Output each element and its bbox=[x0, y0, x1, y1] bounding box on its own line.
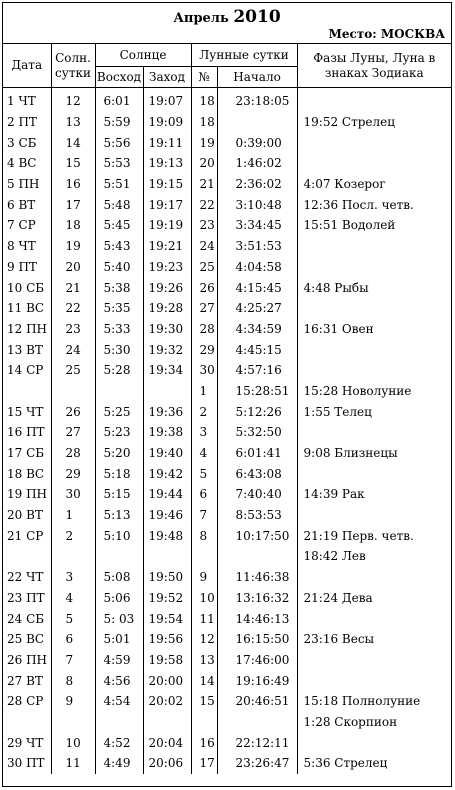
date-cell: 17 СБ bbox=[3, 443, 51, 464]
phase-cell: 15:18 Полнолуние bbox=[303, 694, 421, 709]
table-row bbox=[3, 215, 451, 236]
lunar-day-num-cell: 7 bbox=[191, 505, 217, 526]
sunset-cell: 20:04 bbox=[143, 732, 191, 753]
solar-day-cell: 15 bbox=[51, 153, 95, 174]
date-cell: 14 СР bbox=[3, 360, 51, 381]
lunar-day-start-cell: 23:26:47 bbox=[217, 753, 297, 774]
lunar-day-start-cell: 5:32:50 bbox=[217, 422, 297, 443]
sunset-cell: 20:06 bbox=[143, 753, 191, 774]
date-cell: 11 ВС bbox=[3, 298, 51, 319]
table-row bbox=[3, 670, 451, 691]
lunar-day-num-cell: 8 bbox=[191, 525, 217, 546]
sunrise-cell: 5:10 bbox=[95, 525, 143, 546]
sunset-cell: 19:50 bbox=[143, 567, 191, 588]
table-row bbox=[3, 732, 451, 753]
col-phases-header: Фазы Луны, Луна в знаках Зодиака bbox=[297, 44, 451, 88]
sunrise-cell: 5:40 bbox=[95, 257, 143, 278]
sunset-cell: 19:09 bbox=[143, 112, 191, 133]
sunset-cell: 19:30 bbox=[143, 319, 191, 340]
table-row bbox=[3, 443, 451, 464]
date-cell: 19 ПН bbox=[3, 484, 51, 505]
sunset-cell: 19:11 bbox=[143, 132, 191, 153]
sunset-cell: 19:42 bbox=[143, 463, 191, 484]
sunset-cell: 19:23 bbox=[143, 257, 191, 278]
page-title bbox=[3, 7, 451, 27]
lunar-day-start-cell: 7:40:40 bbox=[217, 484, 297, 505]
solar-day-cell: 8 bbox=[51, 670, 95, 691]
lunar-day-start-cell: 3:51:53 bbox=[217, 236, 297, 257]
lunar-day-start-cell: 8:53:53 bbox=[217, 505, 297, 526]
table-row bbox=[3, 132, 451, 153]
date-cell bbox=[3, 712, 51, 733]
sunset-cell: 19:46 bbox=[143, 505, 191, 526]
sunset-cell bbox=[143, 546, 191, 567]
lunar-day-start-cell: 20:46:51 bbox=[217, 691, 297, 712]
table-row bbox=[3, 712, 451, 733]
sunset-cell bbox=[143, 712, 191, 733]
lunar-day-start-cell: 4:25:27 bbox=[217, 298, 297, 319]
lunar-day-num-cell: 6 bbox=[191, 484, 217, 505]
phase-cell: 9:08 Близнецы bbox=[303, 446, 398, 461]
lunar-day-start-cell: 2:36:02 bbox=[217, 174, 297, 195]
solar-day-cell: 19 bbox=[51, 236, 95, 257]
solar-day-cell bbox=[51, 712, 95, 733]
date-cell bbox=[3, 546, 51, 567]
phase-cell bbox=[297, 360, 451, 381]
phase-cell bbox=[297, 670, 451, 691]
phase-cell: 21:24 Дева bbox=[303, 590, 373, 605]
date-cell: 9 ПТ bbox=[3, 257, 51, 278]
sunrise-cell: 5:35 bbox=[95, 298, 143, 319]
sunset-cell: 19:54 bbox=[143, 608, 191, 629]
sunrise-cell: 5:23 bbox=[95, 422, 143, 443]
lunar-day-num-cell: 30 bbox=[191, 360, 217, 381]
title-area bbox=[3, 3, 451, 44]
solar-day-cell: 9 bbox=[51, 691, 95, 712]
lunar-day-start-cell: 16:15:50 bbox=[217, 629, 297, 650]
lunar-day-start-cell: 4:34:59 bbox=[217, 319, 297, 340]
phase-cell bbox=[297, 650, 451, 671]
col-lunar-start-header: Начало bbox=[217, 67, 297, 88]
sunrise-cell: 4:52 bbox=[95, 732, 143, 753]
date-cell: 7 СР bbox=[3, 215, 51, 236]
date-cell: 16 ПТ bbox=[3, 422, 51, 443]
sunrise-cell: 5:53 bbox=[95, 153, 143, 174]
sunrise-cell: 4:49 bbox=[95, 753, 143, 774]
table-row bbox=[3, 401, 451, 422]
phase-cell: 1:55 Телец bbox=[303, 404, 372, 419]
lunar-day-num-cell: 5 bbox=[191, 463, 217, 484]
date-cell: 20 ВТ bbox=[3, 505, 51, 526]
sunset-cell: 19:28 bbox=[143, 298, 191, 319]
lunar-day-num-cell: 20 bbox=[191, 153, 217, 174]
date-cell: 15 ЧТ bbox=[3, 401, 51, 422]
date-cell: 4 ВС bbox=[3, 153, 51, 174]
table-row bbox=[3, 691, 451, 712]
table-row bbox=[3, 298, 451, 319]
lunar-day-start-cell: 23:18:05 bbox=[217, 88, 297, 112]
phase-cell: 23:16 Весы bbox=[303, 632, 375, 647]
solar-day-cell bbox=[51, 546, 95, 567]
table-row bbox=[3, 484, 451, 505]
date-cell: 29 ЧТ bbox=[3, 732, 51, 753]
date-cell: 13 ВТ bbox=[3, 339, 51, 360]
date-cell: 8 ЧТ bbox=[3, 236, 51, 257]
phase-cell bbox=[297, 463, 451, 484]
col-lunar-num-header: № bbox=[191, 67, 217, 88]
phase-cell: 15:51 Водолей bbox=[303, 218, 396, 233]
phase-cell bbox=[297, 236, 451, 257]
phase-cell: 21:19 Перв. четв. bbox=[303, 528, 414, 543]
table-row bbox=[3, 112, 451, 133]
lunar-day-num-cell: 27 bbox=[191, 298, 217, 319]
lunar-day-num-cell: 1 bbox=[191, 381, 217, 402]
date-cell: 21 СР bbox=[3, 525, 51, 546]
sunset-cell: 19:58 bbox=[143, 650, 191, 671]
solar-day-cell: 28 bbox=[51, 443, 95, 464]
table-row bbox=[3, 381, 451, 402]
table-row bbox=[3, 153, 451, 174]
solar-day-cell: 24 bbox=[51, 339, 95, 360]
lunar-day-num-cell: 24 bbox=[191, 236, 217, 257]
date-cell: 23 ПТ bbox=[3, 588, 51, 609]
table-row bbox=[3, 525, 451, 546]
solar-day-cell: 27 bbox=[51, 422, 95, 443]
lunar-day-start-cell bbox=[217, 712, 297, 733]
phase-cell: 4:07 Козерог bbox=[303, 177, 386, 192]
phase-cell bbox=[297, 505, 451, 526]
solar-day-cell: 14 bbox=[51, 132, 95, 153]
lunar-day-num-cell: 21 bbox=[191, 174, 217, 195]
sunset-cell: 19:38 bbox=[143, 422, 191, 443]
lunar-day-start-cell: 11:46:38 bbox=[217, 567, 297, 588]
phase-cell bbox=[297, 257, 451, 278]
table-row bbox=[3, 360, 451, 381]
sunrise-cell: 5:28 bbox=[95, 360, 143, 381]
lunar-day-start-cell: 22:12:11 bbox=[217, 732, 297, 753]
sunset-cell: 19:13 bbox=[143, 153, 191, 174]
sunrise-cell: 5:38 bbox=[95, 277, 143, 298]
table-row bbox=[3, 650, 451, 671]
calendar-body bbox=[3, 88, 451, 774]
sunset-cell bbox=[143, 381, 191, 402]
solar-day-cell: 29 bbox=[51, 463, 95, 484]
col-sunset-header: Заход bbox=[143, 67, 191, 88]
sunset-cell: 19:34 bbox=[143, 360, 191, 381]
lunar-day-start-cell: 4:57:16 bbox=[217, 360, 297, 381]
lunar-day-num-cell: 14 bbox=[191, 670, 217, 691]
lunar-day-start-cell: 14:46:13 bbox=[217, 608, 297, 629]
lunar-day-num-cell: 3 bbox=[191, 422, 217, 443]
date-cell: 5 ПН bbox=[3, 174, 51, 195]
phase-cell bbox=[297, 339, 451, 360]
table-row bbox=[3, 339, 451, 360]
solar-day-cell: 13 bbox=[51, 112, 95, 133]
table-row bbox=[3, 88, 451, 112]
sunrise-cell: 4:54 bbox=[95, 691, 143, 712]
sunrise-cell: 5: 03 bbox=[95, 608, 143, 629]
phase-cell: 12:36 Посл. четв. bbox=[303, 197, 414, 212]
solar-day-cell: 10 bbox=[51, 732, 95, 753]
phase-cell: 16:31 Овен bbox=[303, 321, 374, 336]
col-date-header: Дата bbox=[3, 44, 51, 88]
table-row bbox=[3, 277, 451, 298]
phase-cell: 15:28 Новолуние bbox=[303, 383, 412, 398]
lunar-day-start-cell: 17:46:00 bbox=[217, 650, 297, 671]
calendar-frame bbox=[2, 2, 452, 787]
sunrise-cell: 5:20 bbox=[95, 443, 143, 464]
table-row bbox=[3, 257, 451, 278]
sunset-cell: 19:07 bbox=[143, 88, 191, 112]
date-cell: 30 ПТ bbox=[3, 753, 51, 774]
phase-cell bbox=[297, 608, 451, 629]
sunrise-cell: 5:13 bbox=[95, 505, 143, 526]
solar-day-cell: 25 bbox=[51, 360, 95, 381]
calendar-table bbox=[3, 44, 451, 774]
table-row bbox=[3, 753, 451, 774]
sunrise-cell: 5:48 bbox=[95, 194, 143, 215]
lunar-day-num-cell: 4 bbox=[191, 443, 217, 464]
solar-day-cell: 6 bbox=[51, 629, 95, 650]
sunset-cell: 19:32 bbox=[143, 339, 191, 360]
lunar-day-start-cell: 1:46:02 bbox=[217, 153, 297, 174]
solar-day-cell: 16 bbox=[51, 174, 95, 195]
date-cell: 6 ВТ bbox=[3, 194, 51, 215]
lunar-day-start-cell: 0:39:00 bbox=[217, 132, 297, 153]
phase-cell: 18:42 Лев bbox=[303, 549, 366, 564]
table-row bbox=[3, 463, 451, 484]
date-cell bbox=[3, 381, 51, 402]
phase-cell bbox=[297, 567, 451, 588]
month-label: Апрель bbox=[173, 11, 229, 26]
phase-cell bbox=[297, 298, 451, 319]
solar-day-cell: 21 bbox=[51, 277, 95, 298]
sunrise-cell: 5:25 bbox=[95, 401, 143, 422]
phase-cell bbox=[297, 88, 451, 112]
table-row bbox=[3, 629, 451, 650]
phase-cell bbox=[297, 422, 451, 443]
col-sun-header: Солнце bbox=[95, 44, 191, 67]
lunar-day-start-cell: 4:04:58 bbox=[217, 257, 297, 278]
sunset-cell: 19:48 bbox=[143, 525, 191, 546]
phase-cell: 1:28 Скорпион bbox=[303, 714, 398, 729]
lunar-day-num-cell: 25 bbox=[191, 257, 217, 278]
phase-cell bbox=[297, 153, 451, 174]
sunrise-cell: 4:59 bbox=[95, 650, 143, 671]
sunrise-cell bbox=[95, 712, 143, 733]
lunar-day-start-cell: 5:12:26 bbox=[217, 401, 297, 422]
sunrise-cell: 5:45 bbox=[95, 215, 143, 236]
lunar-day-num-cell: 2 bbox=[191, 401, 217, 422]
solar-day-cell: 5 bbox=[51, 608, 95, 629]
sunset-cell: 19:52 bbox=[143, 588, 191, 609]
sunset-cell: 20:00 bbox=[143, 670, 191, 691]
date-cell: 1 ЧТ bbox=[3, 88, 51, 112]
lunar-day-start-cell: 15:28:51 bbox=[217, 381, 297, 402]
table-row bbox=[3, 236, 451, 257]
lunar-day-num-cell: 15 bbox=[191, 691, 217, 712]
lunar-day-num-cell: 22 bbox=[191, 194, 217, 215]
phase-cell: 19:52 Стрелец bbox=[303, 115, 395, 130]
solar-day-cell: 17 bbox=[51, 194, 95, 215]
solar-day-cell: 22 bbox=[51, 298, 95, 319]
lunar-day-num-cell: 23 bbox=[191, 215, 217, 236]
date-cell: 2 ПТ bbox=[3, 112, 51, 133]
lunar-day-start-cell: 3:34:45 bbox=[217, 215, 297, 236]
solar-day-cell: 30 bbox=[51, 484, 95, 505]
lunar-day-start-cell: 19:16:49 bbox=[217, 670, 297, 691]
table-row bbox=[3, 194, 451, 215]
phase-cell: 4:48 Рыбы bbox=[303, 280, 369, 295]
sunset-cell: 19:56 bbox=[143, 629, 191, 650]
table-row bbox=[3, 588, 451, 609]
solar-day-cell: 23 bbox=[51, 319, 95, 340]
lunar-day-start-cell bbox=[217, 112, 297, 133]
lunar-day-num-cell: 10 bbox=[191, 588, 217, 609]
date-cell: 28 СР bbox=[3, 691, 51, 712]
sunset-cell: 19:26 bbox=[143, 277, 191, 298]
date-cell: 26 ПН bbox=[3, 650, 51, 671]
solar-day-cell: 4 bbox=[51, 588, 95, 609]
sunrise-cell: 5:51 bbox=[95, 174, 143, 195]
lunar-day-num-cell: 29 bbox=[191, 339, 217, 360]
sunset-cell: 19:19 bbox=[143, 215, 191, 236]
lunar-day-num-cell: 18 bbox=[191, 112, 217, 133]
sunset-cell: 19:36 bbox=[143, 401, 191, 422]
sunset-cell: 19:40 bbox=[143, 443, 191, 464]
date-cell: 25 ВС bbox=[3, 629, 51, 650]
date-cell: 18 ВС bbox=[3, 463, 51, 484]
sunrise-cell: 5:06 bbox=[95, 588, 143, 609]
lunar-day-start-cell: 10:17:50 bbox=[217, 525, 297, 546]
table-row bbox=[3, 608, 451, 629]
phase-cell: 5:36 Стрелец bbox=[303, 756, 388, 771]
lunar-day-num-cell: 19 bbox=[191, 132, 217, 153]
lunar-day-num-cell bbox=[191, 546, 217, 567]
sunrise-cell bbox=[95, 546, 143, 567]
lunar-day-num-cell: 16 bbox=[191, 732, 217, 753]
sunrise-cell bbox=[95, 381, 143, 402]
phase-cell bbox=[297, 132, 451, 153]
sunrise-cell: 5:43 bbox=[95, 236, 143, 257]
lunar-day-num-cell: 9 bbox=[191, 567, 217, 588]
table-row bbox=[3, 422, 451, 443]
sunset-cell: 19:17 bbox=[143, 194, 191, 215]
solar-day-cell: 12 bbox=[51, 88, 95, 112]
lunar-day-start-cell: 6:01:41 bbox=[217, 443, 297, 464]
sunrise-cell: 5:59 bbox=[95, 112, 143, 133]
lunar-day-num-cell: 28 bbox=[191, 319, 217, 340]
solar-day-cell: 18 bbox=[51, 215, 95, 236]
place-label: Место: МОСКВА bbox=[328, 27, 445, 41]
sunrise-cell: 5:01 bbox=[95, 629, 143, 650]
sunset-cell: 19:44 bbox=[143, 484, 191, 505]
lunar-day-num-cell: 13 bbox=[191, 650, 217, 671]
table-row bbox=[3, 546, 451, 567]
sunrise-cell: 4:56 bbox=[95, 670, 143, 691]
sunset-cell: 20:02 bbox=[143, 691, 191, 712]
col-sunrise-header: Восход bbox=[95, 67, 143, 88]
sunset-cell: 19:21 bbox=[143, 236, 191, 257]
phase-cell: 14:39 Рак bbox=[303, 487, 365, 502]
sunrise-cell: 5:56 bbox=[95, 132, 143, 153]
lunar-day-num-cell: 17 bbox=[191, 753, 217, 774]
sunset-cell: 19:15 bbox=[143, 174, 191, 195]
lunar-day-start-cell bbox=[217, 546, 297, 567]
solar-day-cell: 2 bbox=[51, 525, 95, 546]
date-cell: 10 СБ bbox=[3, 277, 51, 298]
solar-day-cell: 26 bbox=[51, 401, 95, 422]
lunar-day-num-cell: 12 bbox=[191, 629, 217, 650]
lunar-day-num-cell: 18 bbox=[191, 88, 217, 112]
solar-day-cell: 11 bbox=[51, 753, 95, 774]
lunar-day-num-cell: 26 bbox=[191, 277, 217, 298]
table-row bbox=[3, 567, 451, 588]
year-label: 2010 bbox=[233, 7, 281, 27]
phase-cell bbox=[297, 732, 451, 753]
lunar-day-start-cell: 13:16:32 bbox=[217, 588, 297, 609]
lunar-day-start-cell: 3:10:48 bbox=[217, 194, 297, 215]
sunrise-cell: 5:18 bbox=[95, 463, 143, 484]
sunrise-cell: 5:30 bbox=[95, 339, 143, 360]
date-cell: 27 ВТ bbox=[3, 670, 51, 691]
table-row bbox=[3, 319, 451, 340]
sunrise-cell: 5:33 bbox=[95, 319, 143, 340]
date-cell: 3 СБ bbox=[3, 132, 51, 153]
table-row bbox=[3, 174, 451, 195]
solar-day-cell: 7 bbox=[51, 650, 95, 671]
col-solar-days-header: Солн. сутки bbox=[51, 44, 95, 88]
solar-day-cell: 1 bbox=[51, 505, 95, 526]
date-cell: 22 ЧТ bbox=[3, 567, 51, 588]
date-cell: 12 ПН bbox=[3, 319, 51, 340]
lunar-day-start-cell: 4:45:15 bbox=[217, 339, 297, 360]
lunar-day-num-cell: 11 bbox=[191, 608, 217, 629]
lunar-day-start-cell: 4:15:45 bbox=[217, 277, 297, 298]
solar-day-cell: 20 bbox=[51, 257, 95, 278]
sunrise-cell: 5:08 bbox=[95, 567, 143, 588]
solar-day-cell: 3 bbox=[51, 567, 95, 588]
lunar-day-start-cell: 6:43:08 bbox=[217, 463, 297, 484]
solar-day-cell bbox=[51, 381, 95, 402]
table-row bbox=[3, 505, 451, 526]
lunar-day-num-cell bbox=[191, 712, 217, 733]
col-lunar-days-header: Лунные сутки bbox=[191, 44, 297, 67]
date-cell: 24 СБ bbox=[3, 608, 51, 629]
sunrise-cell: 6:01 bbox=[95, 88, 143, 112]
sunrise-cell: 5:15 bbox=[95, 484, 143, 505]
